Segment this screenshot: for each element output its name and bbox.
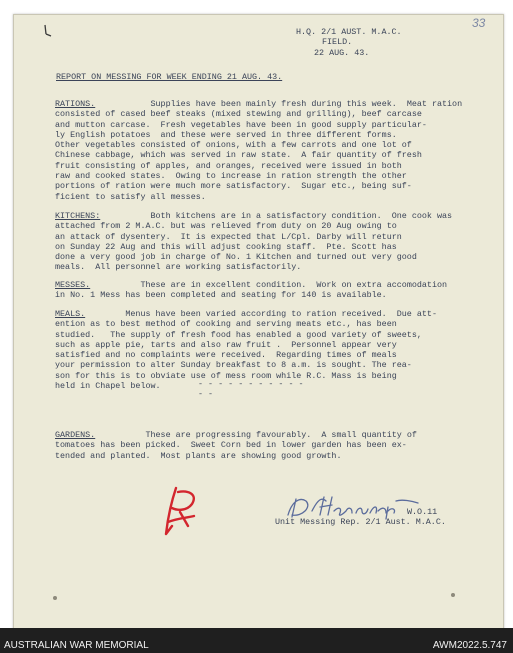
text-line: studied. The supply of fresh food has enabled a good variety of sweets,: [55, 329, 422, 340]
text-line: portions of ration were much more satisfactory. Sugar etc., being suf-: [55, 181, 412, 192]
archive-footer-bar: [0, 628, 513, 653]
signature-rank: W.O.11: [407, 507, 438, 517]
text-line: ly English potatoes and these were served in three different forms.: [55, 129, 397, 140]
red-pencil-mark-icon: [158, 482, 210, 542]
text-line: and mutton carcase. Fresh vegetables have been in good supply particular-: [55, 119, 427, 130]
header-date: 22 AUG. 43.: [314, 48, 370, 58]
text-line: done a very good job in charge of No. 1 Kitchen and turned out very good: [55, 252, 417, 263]
section-kitchens: [55, 211, 498, 273]
document-header: [296, 27, 456, 58]
section-heading-gardens: GARDENS.: [55, 430, 96, 440]
signature-role: Unit Messing Rep. 2/1 Aust. M.A.C.: [275, 517, 446, 528]
text-line: These are progressing favourably. A small quantity of: [95, 430, 417, 440]
section-heading-messes: MESSES.: [55, 280, 91, 290]
pencil-mark-icon: [42, 23, 56, 39]
text-line: in No. 1 Mess has been completed and seating for 140 is available.: [55, 290, 387, 301]
archive-reference: AWM2022.5.747: [432, 640, 507, 651]
section-heading-meals: MEALS.: [55, 309, 86, 319]
text-line: meals. All personnel are working satisfactorily.: [55, 262, 302, 273]
text-line: Both kitchens are in a satisfactory condition. One cook was: [100, 211, 453, 221]
text-line: These are in excellent condition. Work on extra accomodation: [90, 280, 448, 290]
header-unit: H.Q. 2/1 AUST. M.A.C.: [296, 27, 402, 37]
text-line: consisted of cased beef steaks (mixed stewing and grilling), beef carcase: [55, 109, 422, 120]
section-gardens: [55, 430, 498, 461]
section-heading-kitchens: KITCHENS:: [55, 211, 101, 221]
text-line: Menus have been varied according to ration received. Due att-: [85, 309, 437, 319]
section-heading-rations: RATIONS.: [55, 99, 96, 109]
text-line: ficient to satisfy all messes.: [55, 191, 206, 202]
text-line: attached from 2 M.A.C. but was relieved from duty on 20 Aug owing to: [55, 221, 397, 232]
header-location: FIELD.: [322, 37, 353, 47]
text-line: Other vegetables consisted of onions, with a few carrots and one lot of: [55, 140, 412, 151]
report-title: REPORT ON MESSING FOR WEEK ENDING 21 AUG. 43.: [56, 72, 283, 82]
text-line: son for this is to obviate use of mess room while R.C. Mass is being: [55, 370, 397, 381]
text-line: on Sunday 22 Aug and this will adjust cooking staff. Pte. Scott has: [55, 241, 397, 252]
text-line: ention as to best method of cooking and serving meats etc., has been: [55, 319, 397, 330]
text-line: raw and cooked states. Owing to increase in ration strength the other: [55, 171, 407, 182]
text-line: tomatoes has been picked. Sweet Corn bed in lower garden has been ex-: [55, 440, 407, 451]
text-line: an attack of dysentery. It is expected that L/Cpl. Darby will return: [55, 231, 402, 242]
text-line: tended and planted. Most plants are showing good growth.: [55, 450, 342, 461]
pin-hole: [451, 593, 455, 597]
section-rations: [55, 99, 498, 202]
section-messes: [55, 280, 498, 301]
text-line: Chinese cabbage, which was served in raw state. A fair quantity of fresh: [55, 150, 422, 161]
section-divider: - - - - - - - - - - - - -: [198, 379, 304, 400]
text-line: such as apple pie, tarts and also raw fruit . Personnel appear very: [55, 339, 397, 350]
pin-hole: [53, 596, 57, 600]
text-line: held in Chapel below.: [55, 381, 161, 392]
text-line: fruit consisting of apples, and oranges, received were issued in both: [55, 160, 402, 171]
text-line: your permission to alter Sunday breakfast to 8 a.m. is sought. The rea-: [55, 360, 412, 371]
signature-block: [275, 507, 500, 528]
page-number: 33: [472, 16, 486, 30]
text-line: Supplies have been mainly fresh during this week. Meat ration: [95, 99, 463, 109]
archive-name: AUSTRALIAN WAR MEMORIAL: [4, 640, 149, 651]
text-line: satisfied and no complaints were received. Regarding times of meals: [55, 350, 397, 361]
